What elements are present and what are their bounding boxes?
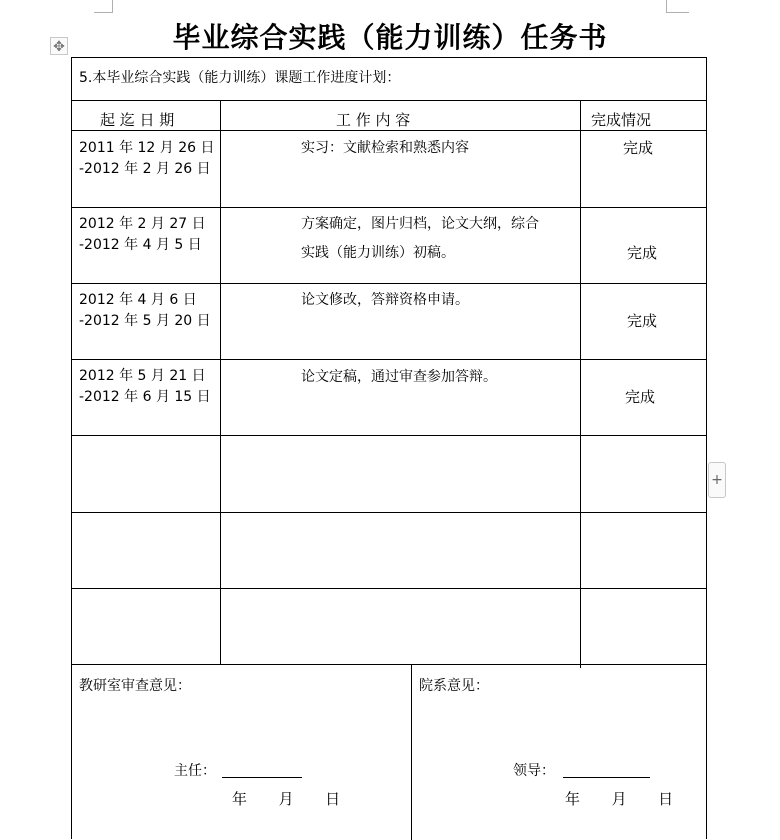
work-content: 实习：文献检索和熟悉内容 <box>301 140 469 156</box>
column-header-period: 起 迄 日 期 <box>100 111 175 129</box>
month-label: 月 <box>611 790 627 808</box>
period-start: 2011 年 12 月 26 日 <box>79 140 215 156</box>
empty-table-row[interactable] <box>72 513 706 587</box>
period-end: -2012 年 5 月 20 日 <box>79 313 211 329</box>
leader-date <box>565 788 673 809</box>
department-review-label: 教研室审查意见： <box>79 678 191 694</box>
work-content-continued: 实践（能力训练）初稿。 <box>301 245 455 261</box>
director-signature-line[interactable] <box>222 777 302 778</box>
row-divider <box>72 100 706 101</box>
row-divider <box>72 283 706 284</box>
row-divider <box>72 664 706 665</box>
leader-signature-line[interactable] <box>563 777 650 778</box>
period-start: 2012 年 5 月 21 日 <box>79 368 206 384</box>
year-label: 年 <box>565 790 581 808</box>
empty-table-row[interactable] <box>72 436 706 511</box>
period-end: -2012 年 2 月 26 日 <box>79 161 211 177</box>
work-content: 论文修改，答辩资格申请。 <box>301 292 469 308</box>
faculty-opinion-label: 院系意见： <box>419 678 489 694</box>
add-column-button[interactable] <box>708 462 726 498</box>
page-corner-mark <box>666 0 689 13</box>
day-label: 日 <box>325 790 341 808</box>
schedule-table <box>71 57 707 839</box>
status-value: 完成 <box>627 312 658 330</box>
leader-label: 领导： <box>513 763 555 779</box>
period-end: -2012 年 4 月 5 日 <box>79 237 202 253</box>
document-title: 毕业综合实践（能力训练）任务书 <box>172 21 608 54</box>
period-start: 2012 年 2 月 27 日 <box>79 216 206 232</box>
year-label: 年 <box>232 790 248 808</box>
period-end: -2012 年 6 月 15 日 <box>79 389 211 405</box>
work-content: 方案确定，图片归档，论文大纲，综合 <box>301 216 539 232</box>
status-value: 完成 <box>625 388 656 406</box>
period-start: 2012 年 4 月 6 日 <box>79 292 197 308</box>
page-corner-mark <box>94 0 113 13</box>
move-cross-icon: ✥ <box>53 39 65 55</box>
column-divider <box>411 664 412 840</box>
work-content: 论文定稿，通过审查参加答辩。 <box>301 369 497 385</box>
director-label: 主任： <box>174 763 216 779</box>
month-label: 月 <box>278 790 294 808</box>
plus-icon: + <box>711 472 723 488</box>
empty-table-row[interactable] <box>72 589 706 663</box>
column-header-status: 完成情况 <box>591 111 652 129</box>
status-value: 完成 <box>623 139 654 157</box>
status-value: 完成 <box>627 244 658 262</box>
director-date <box>232 788 340 809</box>
day-label: 日 <box>658 790 674 808</box>
row-divider <box>72 359 706 360</box>
column-header-work: 工 作 内 容 <box>336 111 411 129</box>
row-divider <box>72 207 706 208</box>
section-label: 5.本毕业综合实践（能力训练）课题工作进度计划： <box>79 70 401 86</box>
row-divider <box>72 130 706 131</box>
